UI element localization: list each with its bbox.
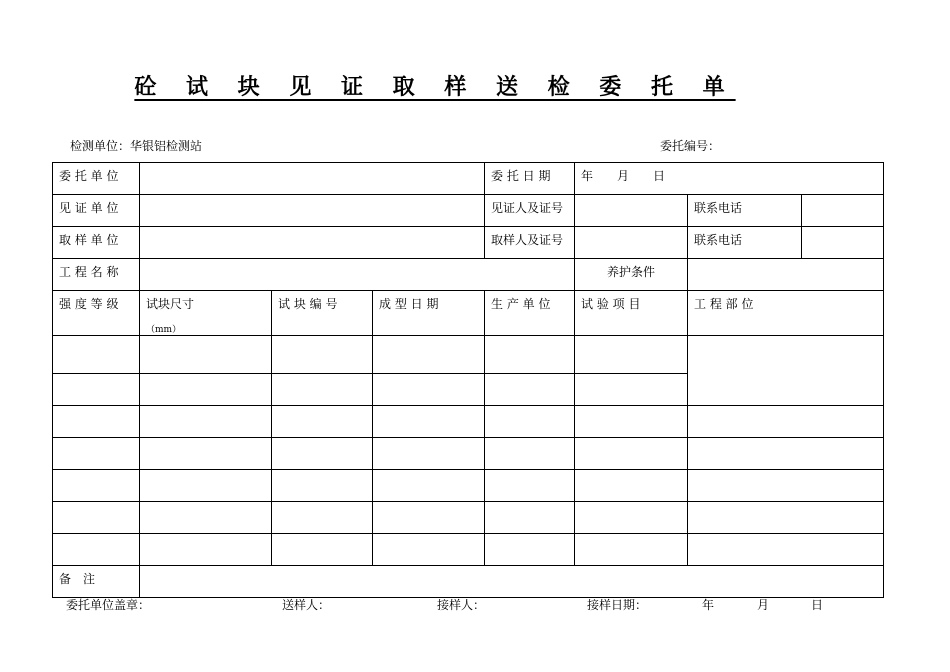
cell-strength[interactable] <box>53 336 140 374</box>
project-name-value[interactable] <box>140 259 575 291</box>
cell-sample-no[interactable] <box>272 336 373 374</box>
cell-producer[interactable] <box>485 374 575 406</box>
cell-producer[interactable] <box>485 406 575 438</box>
row-project-name <box>53 259 884 291</box>
cell-size[interactable] <box>140 438 272 470</box>
sampling-unit-value[interactable] <box>140 227 485 259</box>
cell-test-item[interactable] <box>575 470 688 502</box>
cell-strength[interactable] <box>53 438 140 470</box>
cell-strength[interactable] <box>53 534 140 566</box>
curing-value[interactable] <box>688 259 884 291</box>
cell-producer[interactable] <box>485 534 575 566</box>
data-row <box>53 406 884 438</box>
col-producer: 生 产 单 位 <box>485 291 575 336</box>
phone-label-1: 联系电话 <box>688 195 802 227</box>
cell-mold-date[interactable] <box>373 534 485 566</box>
row-sampling-unit <box>53 227 884 259</box>
cell-sample-no[interactable] <box>272 502 373 534</box>
cell-size[interactable] <box>140 534 272 566</box>
cell-strength[interactable] <box>53 374 140 406</box>
row-witness-unit <box>53 195 884 227</box>
col-sample-no: 试 块 编 号 <box>272 291 373 336</box>
col-part: 工 程 部 位 <box>688 291 884 336</box>
cell-producer[interactable] <box>485 336 575 374</box>
form-title: 砼 试 块 见 证 取 样 送 检 委 托 单 <box>134 74 736 100</box>
receiver-label: 接样人： <box>437 598 486 612</box>
witness-unit-label: 见 证 单 位 <box>53 195 140 227</box>
cell-strength[interactable] <box>53 470 140 502</box>
stamp-label: 委托单位盖章： <box>66 598 151 612</box>
data-row <box>53 534 884 566</box>
cell-size[interactable] <box>140 470 272 502</box>
cell-size[interactable] <box>140 336 272 374</box>
cell-strength[interactable] <box>53 406 140 438</box>
remarks-label: 备 注 <box>53 566 140 598</box>
receive-date-day: 日 <box>811 598 824 612</box>
witness-person-label: 见证人及证号 <box>485 195 575 227</box>
cell-sample-no[interactable] <box>272 374 373 406</box>
cell-test-item[interactable] <box>575 374 688 406</box>
cell-part[interactable] <box>688 336 884 406</box>
witness-unit-value[interactable] <box>140 195 485 227</box>
cell-test-item[interactable] <box>575 406 688 438</box>
cell-size[interactable] <box>140 502 272 534</box>
entrust-date-label: 委 托 日 期 <box>485 163 575 195</box>
col-strength: 强 度 等 级 <box>53 291 140 336</box>
remarks-row <box>53 566 884 598</box>
data-row <box>53 470 884 502</box>
curing-label: 养护条件 <box>575 259 688 291</box>
sender-label: 送样人： <box>282 598 331 612</box>
project-name-label: 工 程 名 称 <box>53 259 140 291</box>
cell-size[interactable] <box>140 406 272 438</box>
cell-sample-no[interactable] <box>272 470 373 502</box>
entrust-form-table <box>52 162 884 598</box>
cell-test-item[interactable] <box>575 502 688 534</box>
col-size-label: 试块尺寸 <box>146 297 195 311</box>
phone-label-2: 联系电话 <box>688 227 802 259</box>
cell-test-item[interactable] <box>575 336 688 374</box>
phone-value-1[interactable] <box>802 195 884 227</box>
cell-test-item[interactable] <box>575 438 688 470</box>
cell-sample-no[interactable] <box>272 438 373 470</box>
sampling-unit-label: 取 样 单 位 <box>53 227 140 259</box>
col-mold-date: 成 型 日 期 <box>373 291 485 336</box>
cell-test-item[interactable] <box>575 534 688 566</box>
phone-value-2[interactable] <box>802 227 884 259</box>
sampler-label: 取样人及证号 <box>485 227 575 259</box>
cell-part[interactable] <box>688 502 884 534</box>
cell-sample-no[interactable] <box>272 406 373 438</box>
client-unit-value[interactable] <box>140 163 485 195</box>
witness-person-value[interactable] <box>575 195 688 227</box>
cell-producer[interactable] <box>485 470 575 502</box>
data-row <box>53 336 884 374</box>
client-unit-label: 委 托 单 位 <box>53 163 140 195</box>
receive-date-year: 年 <box>702 598 715 612</box>
cell-part[interactable] <box>688 438 884 470</box>
cell-producer[interactable] <box>485 438 575 470</box>
col-size-unit: （mm） <box>146 325 182 335</box>
cell-sample-no[interactable] <box>272 534 373 566</box>
remarks-value[interactable] <box>140 566 884 598</box>
cell-mold-date[interactable] <box>373 336 485 374</box>
column-header-row <box>53 291 884 336</box>
cell-mold-date[interactable] <box>373 438 485 470</box>
col-test-item: 试 验 项 目 <box>575 291 688 336</box>
cell-strength[interactable] <box>53 502 140 534</box>
sampler-value[interactable] <box>575 227 688 259</box>
cell-mold-date[interactable] <box>373 406 485 438</box>
receive-date-month: 月 <box>757 598 770 612</box>
entrust-number: 委托编号： <box>660 139 721 153</box>
col-size <box>140 291 272 336</box>
row-client-unit <box>53 163 884 195</box>
cell-part[interactable] <box>688 470 884 502</box>
testing-unit: 检测单位：华银铝检测站 <box>70 139 203 153</box>
cell-part[interactable] <box>688 406 884 438</box>
data-row <box>53 438 884 470</box>
data-row <box>53 502 884 534</box>
cell-size[interactable] <box>140 374 272 406</box>
cell-mold-date[interactable] <box>373 502 485 534</box>
cell-mold-date[interactable] <box>373 374 485 406</box>
cell-part[interactable] <box>688 534 884 566</box>
entrust-date-value[interactable]: 年 月 日 <box>575 163 884 195</box>
cell-producer[interactable] <box>485 502 575 534</box>
cell-mold-date[interactable] <box>373 470 485 502</box>
receive-date-label: 接样日期： <box>587 598 648 612</box>
